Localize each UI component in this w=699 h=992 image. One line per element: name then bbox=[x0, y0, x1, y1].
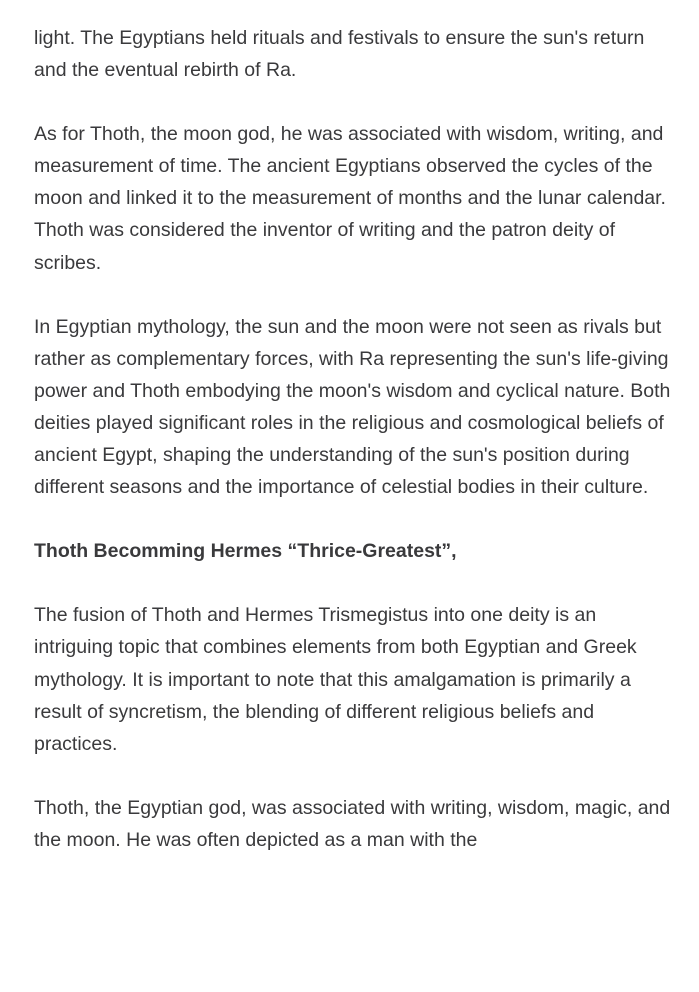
paragraph-syncretism: The fusion of Thoth and Hermes Trismegistus into one deity is an intriguing topic that combines elements from both Egyptian and Greek mythology. It is important to note that this amalgamation is primarily a result of syncretism, the blending of different religious beliefs and practices. bbox=[34, 604, 637, 755]
article-body bbox=[34, 22, 674, 888]
section-heading: Thoth Becomming Hermes “Thrice-Greatest”, bbox=[34, 540, 457, 563]
paragraph-thoth-depiction: Thoth, the Egyptian god, was associated with writing, wisdom, magic, and the moon. He was often depicted as a man with the bbox=[34, 796, 671, 851]
paragraph-sun-rituals: light. The Egyptians held rituals and festivals to ensure the sun's return and the eventual rebirth of Ra. bbox=[34, 27, 645, 82]
paragraph-thoth-moon-god: As for Thoth, the moon god, he was associated with wisdom, writing, and measurement of time. The ancient Egyptians observed the cycles of the moon and linked it to the measurement of months and the lunar calendar. Thoth was considered the inventor of writing and the patron deity of scribes. bbox=[34, 123, 666, 274]
paragraph-complementary-forces: In Egyptian mythology, the sun and the moon were not seen as rivals but rather as complementary forces, with Ra representing the sun's life-giving power and Thoth embodying the moon's wisdom and cyclical nature. Both deities played significant roles in the religious and cosmological beliefs of ancient Egypt, shaping the understanding of the sun's position during different seasons and the importance of celestial bodies in their culture. bbox=[34, 315, 671, 499]
